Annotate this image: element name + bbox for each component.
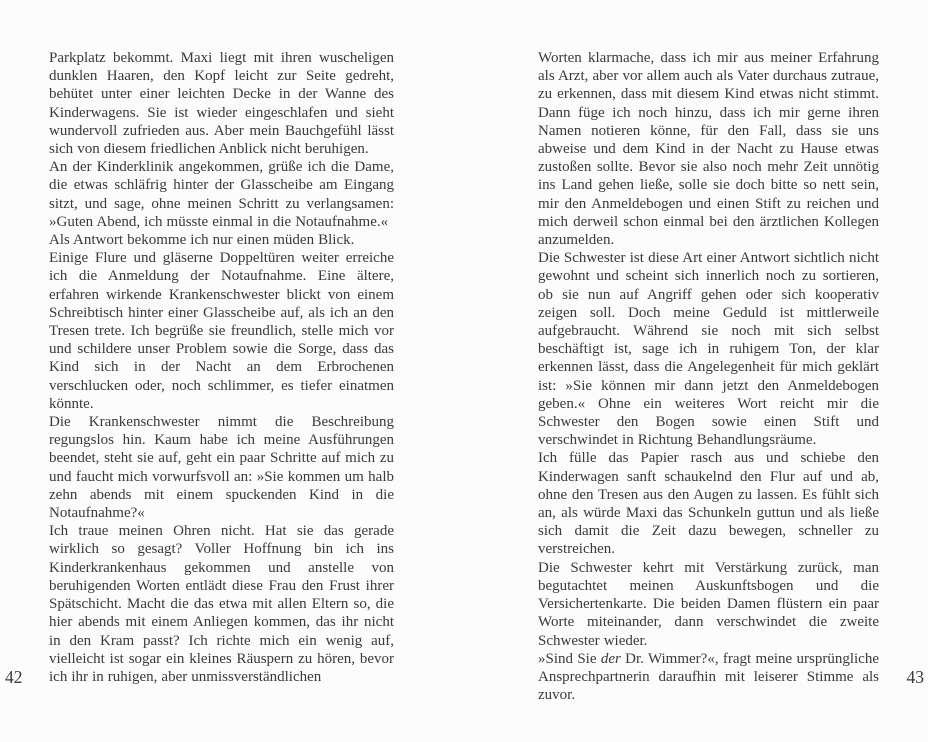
paragraph: Die Krankenschwester nimmt die Beschreibung regungslos hin. Kaum habe ich meine Ausführungen beendet, steht sie auf, geht ein paar Schritte auf mich zu und faucht mich vorwurfsvoll an: »Sie kommen um halb zehn abends mit einem spuckenden Kind in die Notaufnahme?«	[49, 414, 394, 522]
paragraph: Als Antwort bekomme ich nur einen müden Blick.	[49, 232, 355, 249]
left-page	[49, 49, 394, 686]
paragraph: Ich fülle das Papier rasch aus und schiebe den Kinderwagen sanft schaukelnd den Flur auf und ab, ohne den Tresen aus den Augen zu lassen. Es fühlt sich an, als würde Maxi das Schunkeln guttun und als ließe sich damit die Zeit dazu bewegen, schneller zu verstreichen.	[538, 450, 879, 558]
right-page	[538, 49, 879, 704]
paragraph: Worten klarmache, dass ich mir aus meiner Erfahrung als Arzt, aber vor allem auch als Vater durchaus zutraue, zu erkennen, dass mit diesem Kind etwas nicht stimmt. Dann füge ich noch hinzu, dass ich mir gerne ihren Namen notieren könne, für den Fall, dass sie uns abweise und dem Kind in der Nacht zu Hause etwas zustoßen sollte. Bevor sie also noch mehr Zeit unnötig ins Land gehen ließe, solle sie doch bitte so nett sein, mir den Anmeldebogen und einen Stift zu reichen und mich derweil schon einmal bei den ärztlichen Kollegen anzumelden.	[538, 50, 879, 249]
paragraph: Einige Flure und gläserne Doppeltüren weiter erreiche ich die Anmeldung der Notaufnahme. Eine ältere, erfahren wirkende Krankenschwester blickt von einem Schreibtisch hinter einer Glasscheibe auf, als ich an den Tresen trete. Ich begrüße sie freundlich, stelle mich vor und schildere unser Problem sowie die Sorge, dass das Kind sich in der Nacht an dem Erbrochenen verschlucken oder, noch schlimmer, es tiefer einatmen könnte.	[49, 250, 394, 412]
emphasized-word: der	[600, 650, 621, 667]
page-number-right: 43	[906, 667, 924, 687]
page-number-left: 42	[5, 667, 23, 687]
paragraph: Ich traue meinen Ohren nicht. Hat sie das gerade wirklich so gesagt? Voller Hoffnung bin ich ins Kinderkrankenhaus gekommen und anstelle von beruhigenden Worten entlädt diese Frau den Frust ihrer Spätschicht. Macht die das etwa mit allen Eltern so, die hier abends mit einem Anliegen kommen, das ihr nicht in den Kram passt? Ich richte mich ein wenig auf, vielleicht ist sogar ein kleines Räuspern zu hören, bevor ich ihr in ruhigen, aber unmissverständlichen	[49, 523, 394, 685]
paragraph-text: Dr. Wimmer?«, fragt meine ursprüngliche Ansprechpartnerin daraufhin mit leiserer Stimme als zuvor.	[538, 650, 879, 704]
paragraph: Die Schwester ist diese Art einer Antwort sichtlich nicht gewohnt und scheint sich innerlich noch zu sortieren, ob sie nun auf Angriff gehen oder sich kooperativ zeigen soll. Doch meine Geduld ist mittlerweile aufgebraucht. Während sie noch mit sich selbst beschäftigt ist, sage ich in ruhigem Ton, der klar erkennen lässt, dass die Angelegenheit für mich geklärt ist: »Sie können mir dann jetzt den Anmeldebogen geben.« Ohne ein weiteres Wort reicht mir die Schwester den Bogen sowie einen Stift und verschwindet in Richtung Behandlungsräume.	[538, 250, 879, 449]
paragraph-text: »Sind Sie	[538, 650, 601, 667]
paragraph: Parkplatz bekommt. Maxi liegt mit ihren wuscheligen dunklen Haaren, den Kopf leicht zur Seite gedreht, behütet unter einer leichten Decke in der Wanne des Kinderwagens. Sie ist wieder eingeschlafen und sieht wundervoll zufrieden aus. Aber mein Bauchgefühl lässt sich von diesem friedlichen Anblick nicht beruhigen.	[49, 50, 394, 158]
paragraph	[538, 650, 879, 705]
paragraph: Die Schwester kehrt mit Verstärkung zurück, man begutachtet meinen Auskunftsbogen und die Versichertenkarte. Die beiden Damen flüstern ein paar Worte miteinander, dann verschwindet die zweite Schwester wieder.	[538, 559, 879, 649]
paragraph: An der Kinderklinik angekommen, grüße ich die Dame, die etwas schläfrig hinter der Glasscheibe am Eingang sitzt, und sage, ohne meinen Schritt zu verlangsamen: »Guten Abend, ich müsste einmal in die Notaufnahme.«	[49, 159, 394, 230]
